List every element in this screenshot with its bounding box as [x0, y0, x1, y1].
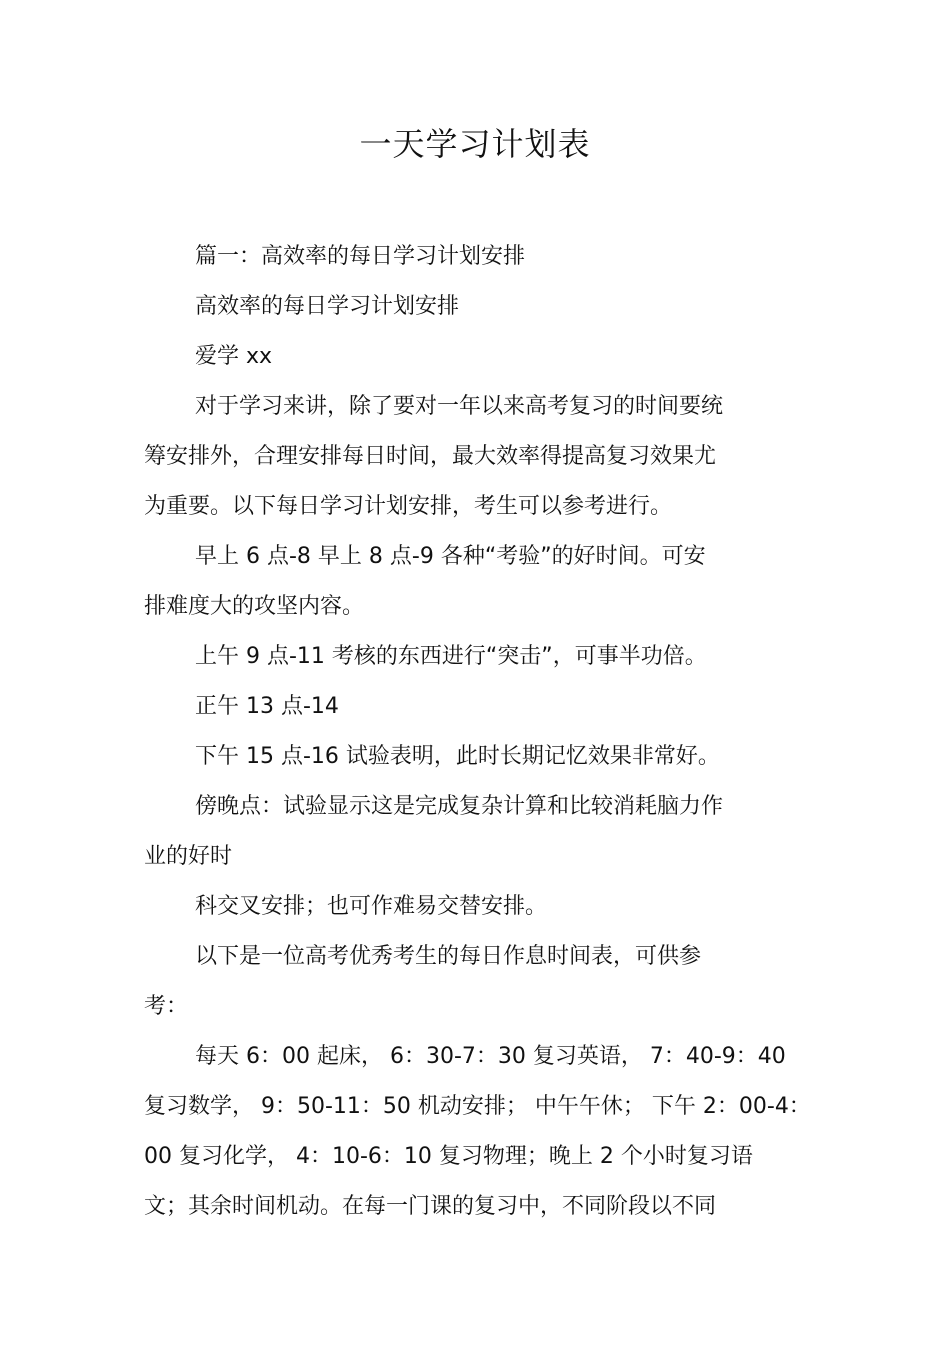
paragraph-line: 筹安排外，合理安排每日时间，最大效率得提高复习效果尤	[144, 444, 717, 469]
paragraph-line: 考：	[144, 994, 189, 1019]
timetable-line: 文；其余时间机动。在每一门课的复习中，不同阶段以不同	[144, 1194, 717, 1219]
timetable-line: 每天 6：00 起床， 6：30-7：30 复习英语， 7：40-9：40	[195, 1044, 786, 1069]
article-title: 高效率的每日学习计划安排	[195, 294, 460, 319]
paragraph-line: 为重要。以下每日学习计划安排，考生可以参考进行。	[144, 494, 673, 519]
timetable-line: 复习数学， 9：50-11：50 机动安排； 中午午休； 下午 2：00-4：	[144, 1094, 811, 1119]
schedule-line: 业的好时	[144, 844, 233, 869]
schedule-line: 上午 9 点-11 考核的东西进行“突击”，可事半功倍。	[195, 644, 707, 669]
schedule-line: 正午 13 点-14	[195, 694, 339, 719]
author-line: 爱学 xx	[195, 344, 273, 369]
schedule-line: 下午 15 点-16 试验表明，此时长期记忆效果非常好。	[195, 744, 720, 769]
paragraph-line: 对于学习来讲，除了要对一年以来高考复习的时间要统	[195, 394, 724, 419]
schedule-line: 早上 6 点-8 早上 8 点-9 各种“考验”的好时间。可安	[195, 544, 706, 569]
section-heading: 篇一：高效率的每日学习计划安排	[195, 244, 526, 269]
page-title: 一天学习计划表	[359, 125, 591, 163]
paragraph-line: 以下是一位高考优秀考生的每日作息时间表，可供参	[195, 944, 702, 969]
schedule-line: 排难度大的攻坚内容。	[144, 594, 365, 619]
timetable-line: 00 复习化学， 4：10-6：10 复习物理；晚上 2 个小时复习语	[144, 1144, 753, 1169]
schedule-line: 傍晚点：试验显示这是完成复杂计算和比较消耗脑力作	[195, 794, 724, 819]
paragraph-line: 科交叉安排；也可作难易交替安排。	[195, 894, 548, 919]
